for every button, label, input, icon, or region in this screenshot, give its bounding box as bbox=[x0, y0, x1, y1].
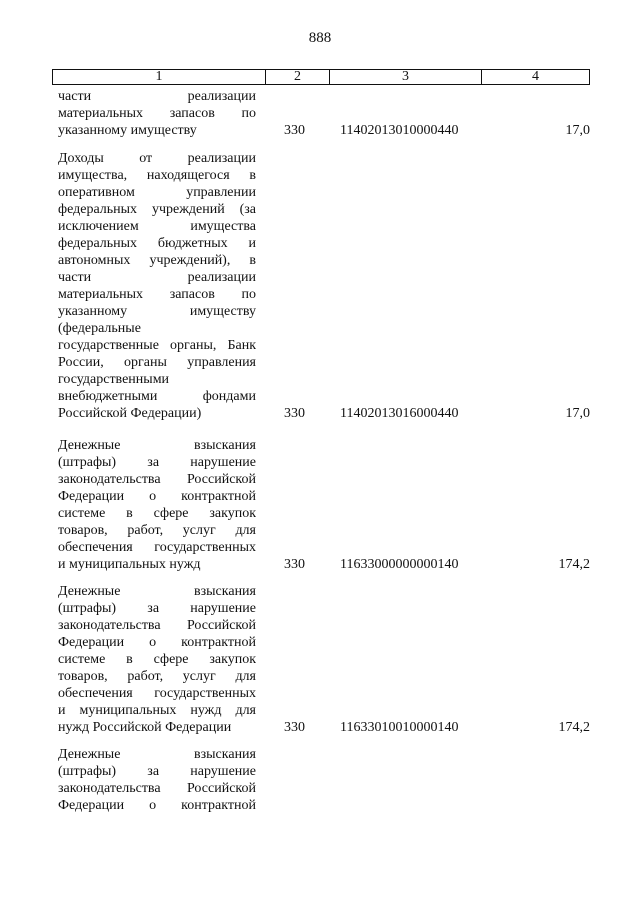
description-line: части реализации bbox=[58, 270, 256, 285]
description-line: Федерации о контрактной bbox=[58, 635, 256, 650]
description-line: (штрафы) за нарушение bbox=[58, 764, 256, 779]
description-line: Доходы от реализации bbox=[58, 151, 256, 166]
row-description bbox=[58, 88, 256, 139]
description-line: законодательства Российской bbox=[58, 618, 256, 633]
description-line: системе в сфере закупок bbox=[58, 506, 256, 521]
description-line: части реализации bbox=[58, 89, 256, 104]
header-col-4: 4 bbox=[532, 69, 539, 84]
row-code: 330 bbox=[284, 720, 305, 735]
table-row bbox=[58, 583, 590, 736]
table-header bbox=[52, 69, 590, 85]
row-amount: 174,2 bbox=[558, 720, 590, 735]
description-line: материальных запасов по bbox=[58, 287, 256, 302]
table-row bbox=[58, 746, 590, 814]
page-number: 888 bbox=[308, 30, 332, 46]
description-line: указанному имуществу bbox=[58, 304, 256, 319]
row-description bbox=[58, 150, 256, 422]
description-line: (федеральные bbox=[58, 321, 141, 336]
description-line: Денежные взыскания bbox=[58, 438, 256, 453]
description-line: системе в сфере закупок bbox=[58, 652, 256, 667]
description-line: исключением имущества bbox=[58, 219, 256, 234]
row-kbk: 11402013016000440 bbox=[340, 406, 459, 421]
description-line: государственные органы, Банк bbox=[58, 338, 256, 353]
description-line: материальных запасов по bbox=[58, 106, 256, 121]
description-line: законодательства Российской bbox=[58, 472, 256, 487]
row-amount: 17,0 bbox=[565, 406, 590, 421]
description-line: товаров, работ, услуг для bbox=[58, 523, 256, 538]
description-line: (штрафы) за нарушение bbox=[58, 601, 256, 616]
row-amount: 17,0 bbox=[565, 123, 590, 138]
description-line: (штрафы) за нарушение bbox=[58, 455, 256, 470]
table-row bbox=[58, 88, 590, 139]
description-line: указанному имуществу bbox=[58, 123, 197, 138]
description-line: Денежные взыскания bbox=[58, 584, 256, 599]
table-row bbox=[58, 150, 590, 422]
description-line: оперативном управлении bbox=[58, 185, 256, 200]
description-line: законодательства Российской bbox=[58, 781, 256, 796]
description-line: обеспечения государственных bbox=[58, 686, 256, 701]
row-code: 330 bbox=[284, 557, 305, 572]
description-line: автономных учреждений), в bbox=[58, 253, 256, 268]
description-line: Российской Федерации) bbox=[58, 406, 202, 421]
description-line: нужд Российской Федерации bbox=[58, 720, 232, 735]
row-description bbox=[58, 583, 256, 736]
description-line: обеспечения государственных bbox=[58, 540, 256, 555]
description-line: и муниципальных нужд для bbox=[58, 703, 256, 718]
row-description bbox=[58, 437, 256, 573]
header-col-3: 3 bbox=[330, 70, 482, 84]
description-line: товаров, работ, услуг для bbox=[58, 669, 256, 684]
row-kbk: 11633000000000140 bbox=[340, 557, 459, 572]
description-line: и муниципальных нужд bbox=[58, 557, 201, 572]
description-line: федеральных бюджетных и bbox=[58, 236, 256, 251]
description-line: государственными bbox=[58, 372, 170, 387]
row-code: 330 bbox=[284, 406, 305, 421]
header-col-1: 1 bbox=[53, 70, 266, 84]
row-kbk: 11633010010000140 bbox=[340, 720, 459, 735]
row-description bbox=[58, 746, 256, 814]
description-line: Федерации о контрактной bbox=[58, 798, 256, 813]
description-line: России, органы управления bbox=[58, 355, 256, 370]
description-line: имущества, находящегося в bbox=[58, 168, 256, 183]
row-kbk: 11402013010000440 bbox=[340, 123, 459, 138]
table-row bbox=[58, 437, 590, 573]
description-line: федеральных учреждений (за bbox=[58, 202, 256, 217]
description-line: Денежные взыскания bbox=[58, 747, 256, 762]
header-col-2: 2 bbox=[266, 70, 330, 84]
description-line: внебюджетными фондами bbox=[58, 389, 256, 404]
row-amount: 174,2 bbox=[558, 557, 590, 572]
description-line: Федерации о контрактной bbox=[58, 489, 256, 504]
row-code: 330 bbox=[284, 123, 305, 138]
